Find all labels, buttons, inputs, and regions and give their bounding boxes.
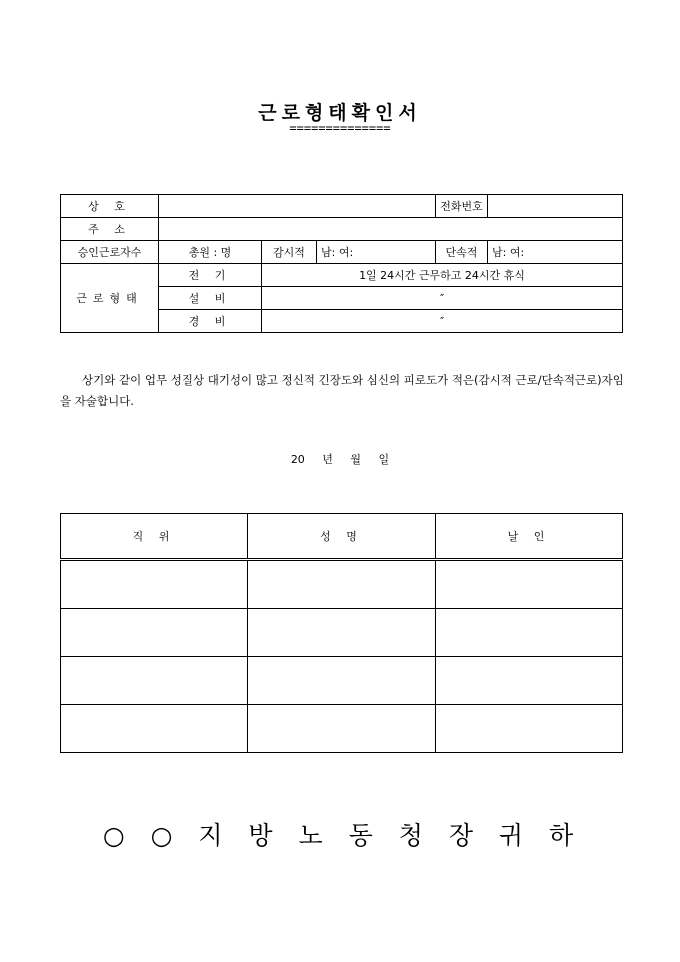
name-cell[interactable] <box>248 705 436 753</box>
name-cell[interactable] <box>248 609 436 657</box>
table-row <box>61 657 623 705</box>
work-type-category: 전 기 <box>159 264 262 287</box>
position-cell[interactable] <box>61 609 248 657</box>
position-cell[interactable] <box>61 705 248 753</box>
work-type-category: 설 비 <box>159 287 262 310</box>
seal-cell[interactable] <box>436 657 623 705</box>
table-row <box>61 705 623 753</box>
addressee-footer: ○ ○ 지 방 노 동 청 장 귀 하 <box>102 821 578 850</box>
name-cell[interactable] <box>248 560 436 609</box>
table-row <box>61 560 623 609</box>
info-table <box>60 194 623 333</box>
work-type-description: 1일 24시간 근무하고 24시간 휴식 <box>262 264 623 287</box>
seal-header: 날 인 <box>436 514 623 560</box>
company-value[interactable] <box>159 195 436 218</box>
table-row <box>61 609 623 657</box>
seal-cell[interactable] <box>436 609 623 657</box>
address-label: 주 소 <box>61 218 159 241</box>
signature-table <box>60 513 623 753</box>
position-header: 직 위 <box>61 514 248 560</box>
approved-workers-label: 승인근로자수 <box>61 241 159 264</box>
work-type-description: ″ <box>262 287 623 310</box>
surveillance-gender: 남: 여: <box>317 241 436 264</box>
date-line: 20 년 월 일 <box>290 453 390 466</box>
seal-cell[interactable] <box>436 560 623 609</box>
document-title: 근로형태확인서 <box>258 102 422 124</box>
work-type-description: ″ <box>262 310 623 333</box>
total-workers: 총원 : 명 <box>159 241 262 264</box>
intermittent-gender: 남: 여: <box>488 241 623 264</box>
declaration-paragraph: 상기와 같이 업무 성질상 대기성이 많고 정신적 긴장도와 심신의 피로도가 적은(감시적 근로/단속적근로)자임을 자술합니다. <box>60 373 624 408</box>
name-cell[interactable] <box>248 657 436 705</box>
title-underline: ============== <box>289 121 391 135</box>
surveillance-label: 감시적 <box>262 241 317 264</box>
name-header: 성 명 <box>248 514 436 560</box>
intermittent-label: 단속적 <box>436 241 488 264</box>
work-type-category: 경 비 <box>159 310 262 333</box>
work-type-label: 근로형태 <box>61 264 159 333</box>
position-cell[interactable] <box>61 560 248 609</box>
seal-cell[interactable] <box>436 705 623 753</box>
phone-label: 전화번호 <box>436 195 488 218</box>
position-cell[interactable] <box>61 657 248 705</box>
phone-value[interactable] <box>488 195 623 218</box>
company-label: 상 호 <box>61 195 159 218</box>
address-value[interactable] <box>159 218 623 241</box>
